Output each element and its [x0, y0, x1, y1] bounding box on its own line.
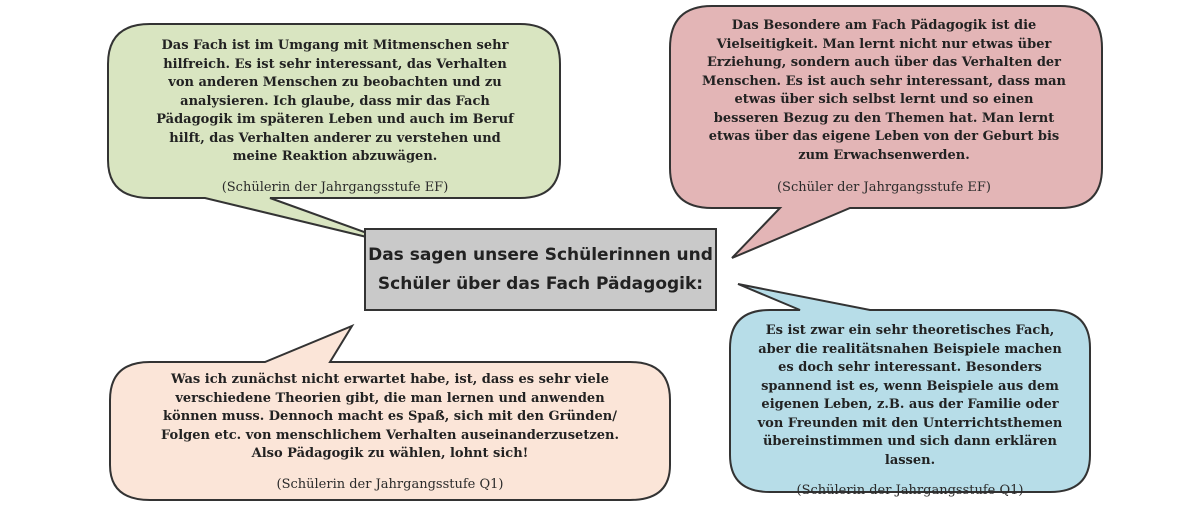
bubble-bottom-right-text: [752, 322, 1068, 500]
attribution-bottom-left: (Schülerin der Jahrgangsstufe Q1): [276, 476, 504, 492]
quote-top-right: Das Besondere am Fach Pädagogik ist die Vielseitigkeit. Man lernt nicht nur etwas über Erziehung, sondern auch über das Verhalten der Menschen. Es ist auch sehr interessant, dass man etwas über sich selbst lernt und so einen besseren Bezug zu den Themen hat. Man lernt etwas über das eigene Leben von der Geburt bis zum Erwachsenwerden.: [702, 18, 1066, 163]
center-title-box: [364, 228, 717, 311]
bubble-bottom-left-text: [150, 371, 630, 494]
bubble-top-right-text: [700, 17, 1068, 197]
attribution-top-right: (Schüler der Jahrgangsstufe EF): [776, 180, 992, 195]
quote-top-left: Das Fach ist im Umgang mit Mitmenschen sehr hilfreich. Es ist sehr interessant, das Verhalten von anderen Menschen zu beobachten und zu analysieren. Ich glaube, dass mir das Fach Pädagogik im späteren Leben und auch im Beruf hilft, das Verhalten anderer zu verstehen und meine Reaktion abzuwägen.: [156, 38, 514, 164]
quote-bottom-left: Was ich zunächst nicht erwartet habe, ist, dass es sehr viele verschiedene Theorien gibt, die man lernen und anwenden können muss. Dennoch macht es Spaß, sich mit den Gründen/ Folgen etc. von menschlichem Verhalten auseinanderzusetzen. Also Pädagogik zu wählen, lohnt sich!: [161, 372, 619, 461]
quote-bottom-right: Es ist zwar ein sehr theoretisches Fach, aber die realitätsnahen Beispiele machen es doch sehr interessant. Besonders spannend ist es, wenn Beispiele aus dem eigenen Leben, z.B. aus der Familie oder von Freunden mit den Unterrichtsthemen übereinstimmen und sich dann erklären lassen.: [757, 323, 1063, 468]
bubble-top-left-text: [150, 37, 520, 197]
attribution-bottom-right: (Schülerin der Jahrgangsstufe Q1): [796, 483, 1024, 498]
center-title: Das sagen unsere Schülerinnen und Schüler über das Fach Pädagogik:: [368, 244, 713, 294]
attribution-top-left: (Schülerin der Jahrgangsstufe EF): [221, 179, 449, 195]
